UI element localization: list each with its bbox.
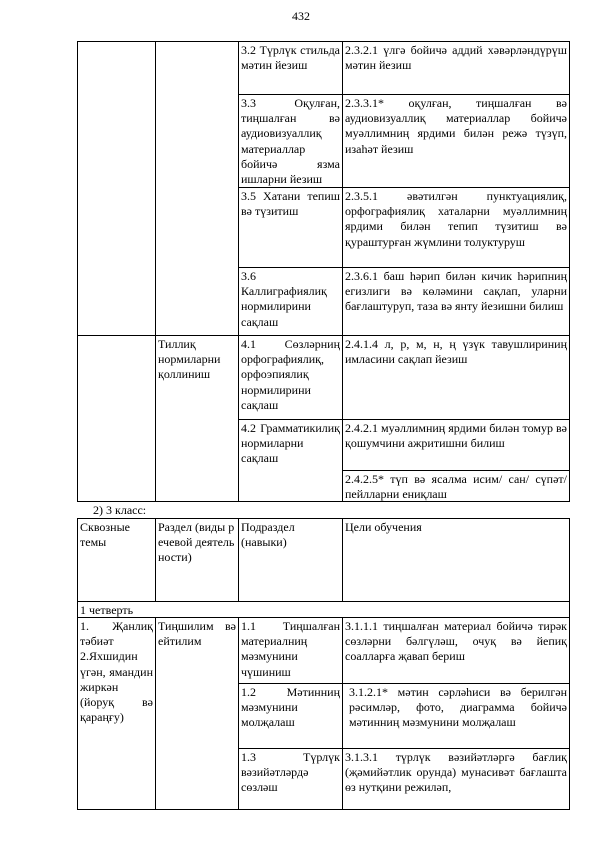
column-header: Раздел (виды речевой деятельности) <box>158 520 235 565</box>
page-number: 432 <box>292 9 310 23</box>
quarter-label: 1 четверть <box>80 603 134 617</box>
goal-cell: 2.3.3.1* оқулған, тиңшалған вә аудиовизуаллиқ материаллар бойичә муәллимниң ярдими билән режә түзүп, изаһәт йезиш <box>345 96 567 156</box>
subsection-cell: 4.1 Сөзләрниң орфографиялиқ, орфоэпиялиқ нормилирини сақлаш <box>241 337 340 412</box>
goal-cell: 2.4.2.5* түп вә ясалма исим/ сан/ сүпәт/пейлларни ениқлаш <box>345 472 567 501</box>
goal-cell: 2.4.1.4 л, р, м, н, ң үзүк тавушлириниң имласини сақлап йезиш <box>345 337 567 367</box>
goal-cell: 2.3.2.1 үлгә бойичә аддий хәвәрләндүрүш мәтин йезиш <box>345 43 567 73</box>
goal-cell: 3.1.3.1 түрлүк вәзийәтләргә бағлиқ (җәмийәтлик орунда) мунасивәт бағлашта өз нутқини режиләп, <box>345 750 567 795</box>
goal-cell: 3.1.2.1* мәтин сәрләһиси вә берилгән рәсимләр, фото, диаграмма бойичә мәтинниң мәзмунини молҗалаш <box>349 685 567 730</box>
subsection-cell: 3.5 Хатани тепиш вә түзитиш <box>241 189 340 219</box>
section-cell: Тиңшилим вә ейтилим <box>158 619 236 649</box>
subsection-cell: 4.2 Грамматикилиқ нормиларни сақлаш <box>241 421 340 466</box>
column-header: Цели обучения <box>345 520 422 534</box>
subsection-cell: 3.6 Каллиграфиялиқ нормилирини сақлаш <box>241 269 327 329</box>
class-heading: 2) 3 класс: <box>93 503 147 517</box>
subsection-cell: 3.3 Оқулған, тиңшалған вә аудиовизуаллиқ материаллар бойичә язма ишларни йезиш <box>241 96 340 187</box>
subsection-cell: 1.2 Мәтинниң мәзмунини молҗалаш <box>241 685 340 730</box>
subsection-cell: 3.2 Түрлүк стильда мәтин йезиш <box>241 43 340 73</box>
section-cell: Тиллиқ нормиларни қоллиниш <box>158 337 221 382</box>
theme-cell: 1. Җанлиқ тәбиәт 2.Яхшидин үгән, ямандин жиркән (йоруқ вә қараңғу) <box>80 619 153 725</box>
goal-cell: 2.4.2.1 муәллимниң ярдими билән томур вә қошумчини ажритишни билиш <box>345 421 567 451</box>
subsection-cell: 1.3 Түрлүк вәзийәтләрдә сөзләш <box>241 750 340 795</box>
goal-cell: 2.3.5.1 әвәтилгән пунктуациялиқ, орфографиялиқ хаталарни муәллимниң ярдими билән тепип түзитиш вә қураштурған жүмлини толуктуруш <box>345 189 567 249</box>
column-header: Подраздел (навыки) <box>241 520 295 550</box>
subsection-cell: 1.1 Тиңшалған материалниң мәзмунини чүшиниш <box>241 619 340 679</box>
goal-cell: 2.3.6.1 баш һәрип билән кичик һәрипниң егизлиги вә көләмини сақлап, уларни бағлаштуруп, таза вә янту йезишни билиш <box>345 269 567 314</box>
column-header: Сквозные темы <box>80 520 130 550</box>
goal-cell: 3.1.1.1 тиңшалған материал бойичә тирәк сөзләрни бәлгүләш, очуқ вә йепиқ соалларға җавап бериш <box>345 619 567 664</box>
